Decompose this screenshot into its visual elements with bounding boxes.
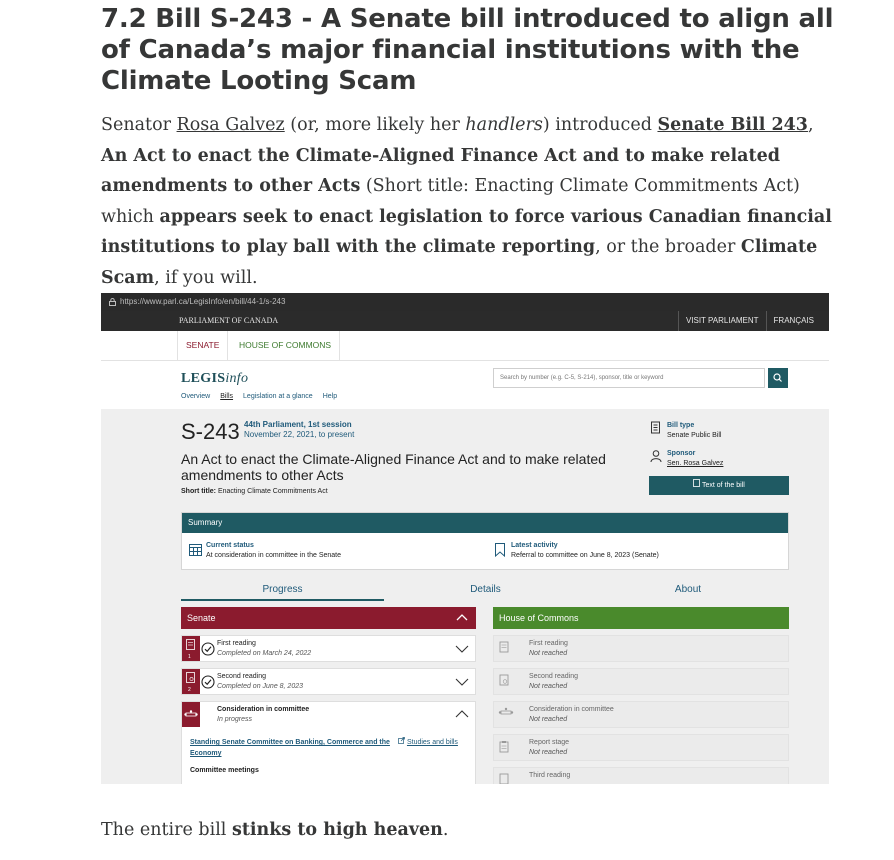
summary-title[interactable]: Summary: [182, 513, 788, 533]
text-fragment: .: [442, 820, 449, 840]
bill-long-title: An Act to enact the Climate-Aligned Finance Act and to make related amendments to other Acts: [181, 451, 606, 483]
document-icon: [498, 773, 510, 784]
bill-type-value: Senate Public Bill: [667, 432, 722, 439]
committee-table-icon: [498, 707, 514, 719]
stage-name: Second reading: [217, 673, 267, 680]
bill-page: [101, 409, 829, 784]
house-stage-committee: [493, 701, 789, 728]
check-circle-icon: [201, 675, 215, 689]
text-fragment: , or the broader: [595, 237, 741, 257]
bold-text: appears seek to enact legislation to force various Canadian financial institutions to play ball with the climate reporting: [101, 206, 832, 257]
clipboard-icon: [498, 740, 510, 756]
house-stage-third-reading: [493, 767, 789, 784]
text-fragment: , if you will.: [154, 267, 258, 288]
address-bar[interactable]: [101, 293, 829, 311]
senate-title: Senate: [187, 613, 216, 623]
bookmark-icon: [494, 543, 506, 557]
document-icon: [650, 421, 662, 435]
bill-session: [244, 420, 354, 440]
chevron-up-icon: [456, 613, 468, 622]
francais-link[interactable]: FRANÇAIS: [766, 311, 821, 331]
committee-table-icon: [182, 702, 200, 727]
stage-name: First reading: [217, 640, 256, 647]
text-of-bill-button[interactable]: [649, 476, 789, 495]
person-icon: [650, 449, 662, 463]
search-input[interactable]: Search by number (e.g. C-5, S-214), sponsor, title or keyword: [493, 368, 765, 388]
stage-status: Completed on June 8, 2023: [217, 683, 304, 690]
house-stage-report: [493, 734, 789, 761]
bold-text: stinks to high heaven: [231, 820, 443, 840]
bill-sponsor: [651, 449, 723, 469]
sponsor-label: Sponsor: [667, 450, 696, 457]
document-icon: [498, 674, 510, 690]
nav-legislation-at-a-glance[interactable]: Legislation at a glance: [243, 393, 313, 400]
chevron-up-icon: [455, 710, 469, 719]
url-text: https://www.parl.ca/LegisInfo/en/bill/44-1/s-243: [120, 297, 286, 306]
current-status-label: Current status: [206, 542, 254, 549]
nav-help[interactable]: Help: [322, 393, 338, 400]
chevron-down-icon: [455, 677, 469, 686]
text-fragment: ) introduced: [542, 115, 658, 135]
search-button[interactable]: [768, 368, 788, 388]
document-icon: [182, 669, 200, 694]
parliament-name[interactable]: PARLIAMENT OF CANADA: [179, 316, 279, 325]
legisinfo-header: [101, 361, 829, 409]
text-fragment: Senator: [101, 115, 177, 135]
document-icon: [182, 636, 200, 661]
search-icon: [768, 368, 788, 388]
stage-name: First reading: [529, 640, 568, 647]
stage-status: Not reached: [529, 749, 568, 756]
studies-and-bills-link[interactable]: [398, 737, 458, 746]
external-link-icon: [398, 737, 405, 744]
chevron-down-icon: [455, 644, 469, 653]
house-header[interactable]: [493, 607, 789, 629]
document-icon: [693, 479, 700, 487]
nav-bills[interactable]: Bills: [220, 393, 234, 400]
current-status-value: At consideration in committee in the Senate: [206, 552, 342, 559]
house-title: House of Commons: [499, 613, 579, 623]
stage-name: Consideration in committee: [217, 706, 310, 713]
tab-details[interactable]: Details: [470, 584, 501, 595]
calendar-icon: [189, 543, 202, 556]
emphasis-text: handlers: [465, 115, 543, 135]
stage-name: Consideration in committee: [529, 706, 614, 713]
bill-type-label: Bill type: [667, 422, 695, 429]
intro-paragraph: [101, 110, 841, 293]
short-title-label: Short title:: [181, 488, 216, 495]
latest-activity-label: Latest activity: [511, 542, 558, 549]
short-title-value: Enacting Climate Commitments Act: [217, 488, 328, 495]
stage-status: Completed on March 24, 2022: [217, 650, 312, 657]
studies-and-bills-label: Studies and bills: [406, 739, 458, 746]
article: [101, 0, 841, 293]
tab-progress[interactable]: Progress: [181, 579, 384, 601]
closing-paragraph: [101, 815, 448, 845]
nav-overview[interactable]: Overview: [181, 393, 211, 400]
latest-activity-value: Referral to committee on June 8, 2023 (Senate): [511, 552, 659, 559]
legisinfo-logo[interactable]: [181, 371, 248, 387]
text-fragment: ,: [807, 115, 814, 135]
bill-type: [651, 421, 721, 441]
stage-status: Not reached: [529, 650, 568, 657]
stage-status: Not reached: [529, 683, 568, 690]
bill-number: S-243: [181, 419, 240, 444]
lock-icon: [109, 298, 116, 306]
sponsor-link[interactable]: Sen. Rosa Galvez: [667, 460, 724, 467]
tab-about[interactable]: About: [674, 584, 702, 595]
senate-header[interactable]: [181, 607, 476, 629]
house-progress: [493, 607, 789, 784]
stage-status: In progress: [217, 716, 253, 723]
senator-link[interactable]: Rosa Galvez: [176, 115, 285, 135]
stage-name: Third reading: [529, 772, 571, 779]
bill-short-title: [181, 488, 328, 495]
text-fragment: The entire bill: [101, 820, 232, 840]
bold-text: Climate Scam: [101, 237, 818, 288]
latest-activity: [511, 541, 659, 561]
committee-details: [181, 728, 476, 784]
house-stage-second-reading: [493, 668, 789, 695]
session-dates: November 22, 2021, to present: [244, 430, 355, 439]
committee-link[interactable]: Standing Senate Committee on Banking, Commerce and the Economy: [190, 739, 390, 757]
bold-text: An Act to enact the Climate-Aligned Finance Act and to make related amendments to other Acts: [101, 145, 780, 196]
logo-italic: info: [225, 371, 249, 386]
senate-stage-committee[interactable]: [181, 701, 476, 728]
bill-tabs: [181, 579, 789, 601]
sub-navigation: [181, 393, 347, 400]
text-of-bill-label: Text of the bill: [702, 482, 745, 489]
parliament-bar: [101, 311, 829, 331]
house-stage-first-reading: [493, 635, 789, 662]
stage-name: Second reading: [529, 673, 579, 680]
committee-meetings-heading: Committee meetings: [190, 767, 259, 774]
check-circle-icon: [201, 642, 215, 656]
house-of-commons-tab[interactable]: HOUSE OF COMMONS: [231, 331, 340, 360]
document-icon: [498, 641, 510, 657]
current-status: [206, 541, 341, 561]
senate-stage-second-reading[interactable]: [181, 668, 476, 695]
summary-panel: [181, 512, 789, 570]
session-label: 44th Parliament, 1st session: [244, 420, 352, 429]
bill-link[interactable]: Senate Bill 243: [657, 115, 808, 135]
section-heading: 7.2 Bill S-243 - A Senate bill introduced to align all of Canada’s major financial institutions with the Climate Looting Scam: [101, 4, 834, 96]
stage-number: 1: [188, 654, 191, 660]
stage-number: 2: [188, 687, 191, 693]
senate-tab[interactable]: SENATE: [177, 331, 228, 360]
logo-bold: LEGIS: [181, 371, 226, 386]
senate-stage-first-reading[interactable]: [181, 635, 476, 662]
text-fragment: (Short title: Enacting Climate Commitments Act) which: [101, 176, 800, 227]
senate-progress: [181, 607, 476, 784]
chamber-tabs: [101, 331, 829, 361]
visit-parliament-link[interactable]: VISIT PARLIAMENT: [678, 311, 766, 331]
legisinfo-screenshot: [101, 293, 829, 784]
stage-name: Report stage: [529, 739, 570, 746]
stage-status: Not reached: [529, 716, 568, 723]
text-fragment: (or, more likely her: [284, 115, 466, 135]
